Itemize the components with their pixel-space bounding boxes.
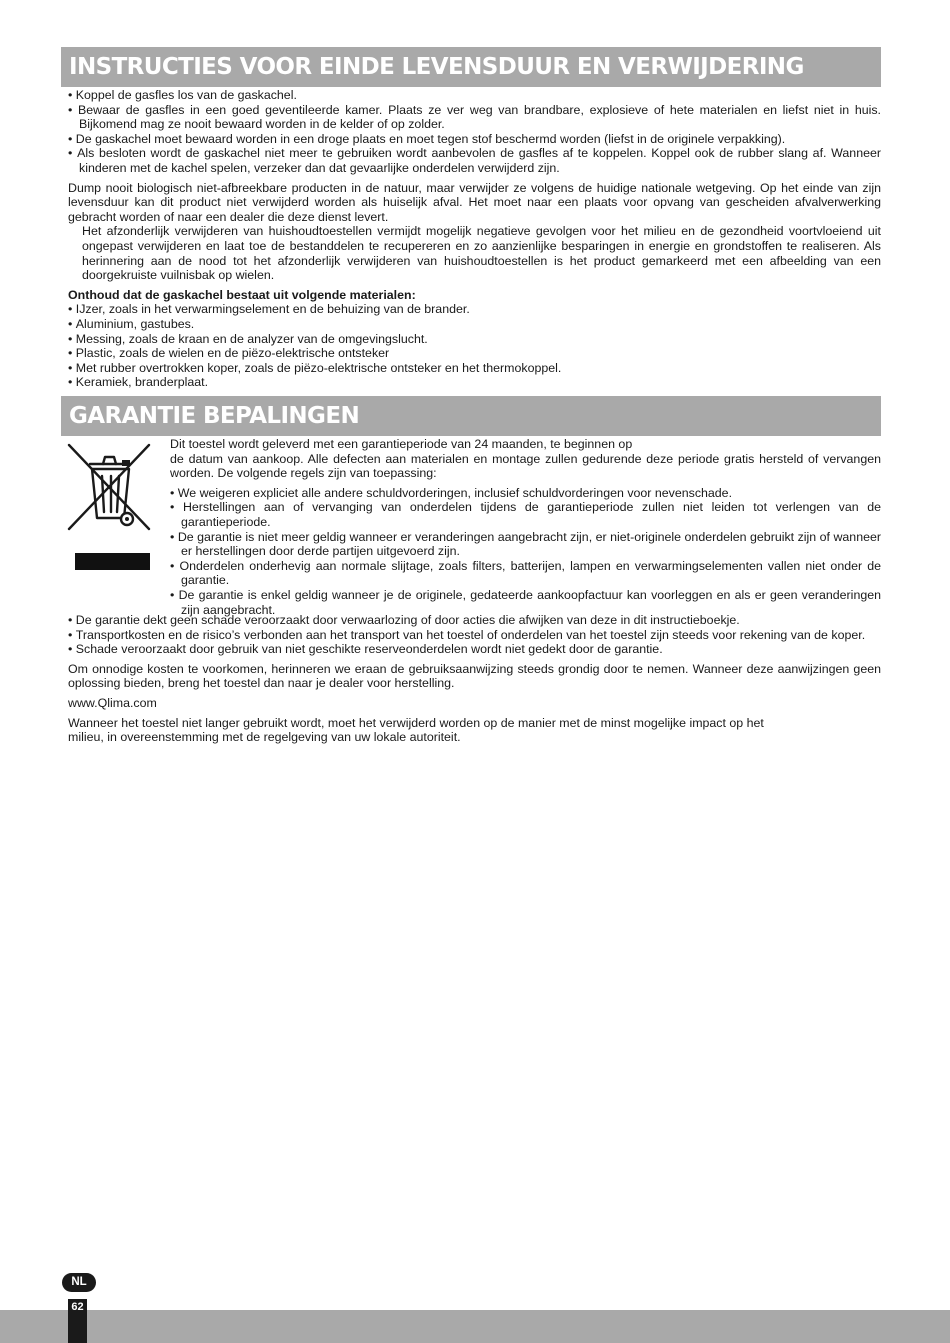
material-item: • Keramiek, branderplaat. xyxy=(68,375,881,390)
language-badge: NL xyxy=(62,1273,96,1292)
warranty-rule: • Herstellingen aan of vervanging van onderdelen tijdens de garantieperiode zullen niet leiden tot verlengen van de garantieperiode. xyxy=(170,500,881,529)
weee-underline-bar xyxy=(75,553,150,570)
warranty-rule: • Onderdelen onderhevig aan normale slijtage, zoals filters, batterijen, lampen en verwarmingselementen vallen niet onder de garantie. xyxy=(170,559,881,588)
disposal-note-line: milieu, in overeenstemming met de regelgeving van uw lokale autoriteit. xyxy=(68,730,461,745)
footer-bar xyxy=(0,1310,950,1343)
warranty-rule: • Transportkosten en de risico’s verbonden aan het transport van het toestel of onderdelen van het toestel zijn steeds voor rekening van de koper. xyxy=(68,628,881,643)
disposal-paragraph: Dump nooit biologisch niet-afbreekbare producten in de natuur, maar verwijder ze volgens de huidige nationale wetgeving. Op het einde van zijn levensduur kan dit product niet verwijderd worden als huiselijk afval. Het moet naar een plaats voor opvang van gescheiden afvalverwerking gebracht worden of naar een dealer die deze dienst levert. xyxy=(68,180,881,224)
warranty-rule: • De garantie is niet meer geldig wanneer er veranderingen aangebracht zijn, er niet-originele onderdelen gebruikt zijn of wanneer er herstellingen door derde partijen uitgevoerd zijn. xyxy=(170,530,881,559)
page-number: 62 xyxy=(68,1299,87,1343)
materials-heading: Onthoud dat de gaskachel bestaat uit volgende materialen: xyxy=(68,287,416,302)
crossed-out-wheelie-bin-icon xyxy=(66,442,152,532)
warranty-intro-block xyxy=(170,437,881,617)
disposal-bullet: • Koppel de gasfles los van de gaskachel. xyxy=(68,88,881,103)
warranty-rule: • We weigeren expliciet alle andere schuldvorderingen, inclusief schuldvorderingen voor nevenschade. xyxy=(170,486,881,501)
disposal-section-body xyxy=(68,88,881,390)
warranty-section-body xyxy=(68,613,881,745)
material-item: • Plastic, zoals de wielen en de piëzo-elektrische ontsteker xyxy=(68,346,881,361)
disposal-bullet: • De gaskachel moet bewaard worden in een droge plaats en moet tegen stof beschermd worden (liefst in de originele verpakking). xyxy=(68,132,881,147)
disposal-bullet: • Als besloten wordt de gaskachel niet meer te gebruiken wordt aanbevolen de gasfles af te koppelen. Koppel ook de rubber slang af. Wanneer kinderen met de kachel spelen, verzeker dan dat gevaarlijke onderdelen verwijderd zijn. xyxy=(68,146,881,175)
material-item: • IJzer, zoals in het verwarmingselement en de behuizing van de brander. xyxy=(68,302,881,317)
disposal-bullet: • Bewaar de gasfles in een goed geventileerde kamer. Plaats ze ver weg van brandbare, explosieve of hete materialen en liefst niet in huis. Bijkomend mag ze nooit bewaard worden in de kelder of op zolder. xyxy=(68,103,881,132)
warranty-rule: • De garantie dekt geen schade veroorzaakt door verwaarlozing of door acties die afwijken van deze in dit instructieboekje. xyxy=(68,613,881,628)
website-link[interactable]: www.Qlima.com xyxy=(68,695,157,710)
material-item: • Messing, zoals de kraan en de analyzer van de omgevingslucht. xyxy=(68,332,881,347)
material-item: • Met rubber overtrokken koper, zoals de piëzo-elektrische ontsteker en het thermokoppel. xyxy=(68,361,881,376)
material-item: • Aluminium, gastubes. xyxy=(68,317,881,332)
warranty-closing: Om onnodige kosten te voorkomen, herinneren we eraan de gebruiksaanwijzing steeds grondig door te nemen. Wanneer deze aanwijzingen geen oplossing bieden, breng het toestel dan naar je dealer voor herstelling. xyxy=(68,661,881,691)
disposal-note-line: Wanneer het toestel niet langer gebruikt wordt, moet het verwijderd worden op de manier met de minst mogelijke impact op het xyxy=(68,715,764,730)
warranty-rule: • Schade veroorzaakt door gebruik van niet geschikte reserveonderdelen wordt niet gedekt door de garantie. xyxy=(68,642,881,657)
warranty-intro-line: Dit toestel wordt geleverd met een garantieperiode van 24 maanden, te beginnen op xyxy=(170,437,633,451)
disposal-paragraph: Het afzonderlijk verwijderen van huishoudtoestellen vermijdt mogelijk negatieve gevolgen voor het milieu en de gezondheid voortvloeiend uit ongepast verwijderen en laat toe de bestanddelen te recupereren en zo aanzienlijke besparingen in energie en grondstoffen te realiseren. Als herinnering aan de nood tot het afzonderlijk verwijderen van huishoudtoestellen is het product gemarkeerd met een afbeelding van een doorgekruiste vuilnisbak op wielen. xyxy=(82,224,881,283)
warranty-intro: de datum van aankoop. Alle defecten aan materialen en montage zullen gedurende deze periode gratis hersteld of vervangen worden. De volgende regels zijn van toepassing: xyxy=(170,451,881,481)
warranty-rule: • De garantie is enkel geldig wanneer je de originele, gedateerde aankoopfactuur kan voorleggen en als er geen veranderingen zijn aangebracht. xyxy=(170,588,881,617)
disposal-section-title: INSTRUCTIES VOOR EINDE LEVENSDUUR EN VERWIJDERING xyxy=(61,47,881,87)
warranty-section-title: GARANTIE BEPALINGEN xyxy=(61,396,881,436)
